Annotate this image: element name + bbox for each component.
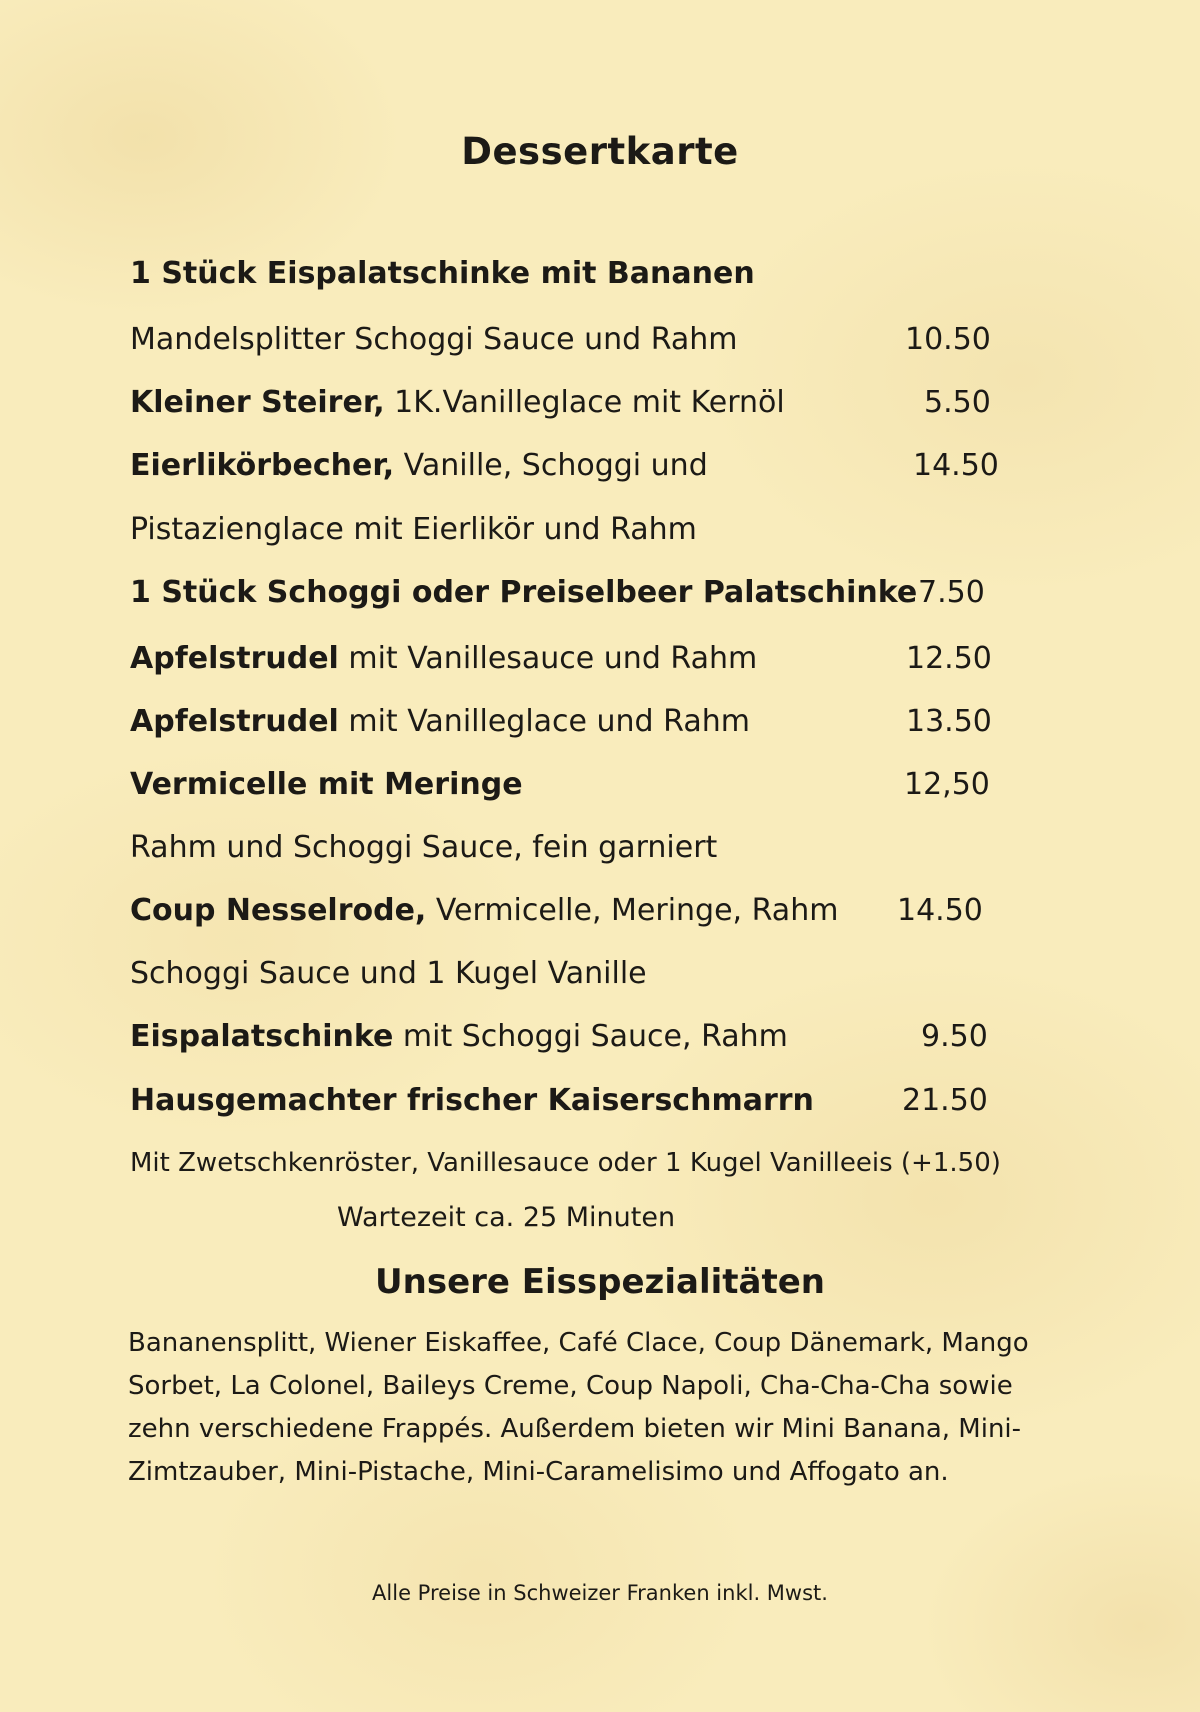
item-name: Eispalatschinke: [130, 1019, 394, 1054]
wait-time-note: Wartezeit ca. 25 Minuten: [337, 1202, 676, 1233]
item-name: Coup Nesselrode,: [130, 893, 427, 928]
menu-item-row: [130, 954, 647, 994]
item-name: Kleiner Steirer,: [130, 385, 385, 420]
item-description: Rahm und Schoggi Sauce, fein garniert: [130, 830, 718, 865]
item-price: 10.50: [905, 322, 991, 357]
menu-item-row: [130, 254, 755, 294]
kaiserschmarrn-note: Mit Zwetschkenröster, Vanillesauce oder 1 Kugel Vanilleeis (+1.50): [130, 1148, 1001, 1178]
menu-item-row: [130, 510, 697, 550]
item-description: Pistazienglace mit Eierlikör und Rahm: [130, 512, 697, 547]
item-description: Schoggi Sauce und 1 Kugel Vanille: [130, 956, 647, 991]
item-price: 12,50: [904, 767, 990, 802]
item-name: 1 Stück Eispalatschinke mit Bananen: [130, 256, 755, 291]
item-name: Vermicelle mit Meringe: [130, 767, 523, 802]
specials-line: Bananensplitt, Wiener Eiskaffee, Café Clace, Coup Dänemark, Mango: [128, 1328, 1029, 1358]
specials-line: zehn verschiedene Frappés. Außerdem bieten wir Mini Banana, Mini-: [128, 1414, 1022, 1444]
menu-item-row: [130, 1081, 814, 1121]
item-name: 1 Stück Schoggi oder Preiselbeer Palatschinke: [130, 575, 918, 610]
item-name: Apfelstrudel: [130, 641, 339, 676]
menu-item-row: [130, 891, 838, 931]
item-description: Vermicelle, Meringe, Rahm: [426, 893, 839, 928]
item-name: Hausgemachter frischer Kaiserschmarrn: [130, 1083, 814, 1118]
menu-item-row: [130, 573, 917, 613]
price-footer-note: Alle Preise in Schweizer Franken inkl. Mwst.: [372, 1581, 828, 1605]
specials-line: Sorbet, La Colonel, Baileys Creme, Coup Napoli, Cha-Cha-Cha sowie: [128, 1371, 1013, 1401]
item-name: Eierlikörbecher,: [130, 448, 395, 483]
menu-item-row: [130, 765, 523, 805]
menu-item-row: [130, 1017, 788, 1057]
page-title: Dessertkarte: [461, 130, 739, 173]
item-price: 5.50: [924, 385, 991, 420]
menu-item-row: [130, 702, 750, 742]
item-description: 1K.Vanilleglace mit Kernöl: [384, 385, 785, 420]
item-price: 7.50: [918, 575, 985, 610]
menu-item-row: [130, 383, 785, 423]
item-description: Vanille, Schoggi und: [394, 448, 708, 483]
item-description: mit Vanilleglace und Rahm: [338, 704, 750, 739]
menu-item-row: [130, 639, 757, 679]
item-price: 21.50: [902, 1083, 988, 1118]
item-price: 9.50: [921, 1019, 988, 1054]
item-description: mit Schoggi Sauce, Rahm: [393, 1019, 788, 1054]
item-price: 14.50: [913, 448, 999, 483]
specials-paragraph: [128, 1322, 1078, 1494]
menu-item-row: [130, 828, 717, 868]
specials-line: Zimtzauber, Mini-Pistache, Mini-Caramelisimo und Affogato an.: [128, 1457, 949, 1487]
item-description: Mandelsplitter Schoggi Sauce und Rahm: [130, 322, 738, 357]
item-price: 14.50: [897, 893, 983, 928]
item-name: Apfelstrudel: [130, 704, 339, 739]
item-description: mit Vanillesauce und Rahm: [338, 641, 758, 676]
menu-item-row: [130, 320, 738, 360]
menu-item-row: [130, 446, 708, 486]
item-price: 13.50: [906, 704, 992, 739]
item-price: 12.50: [906, 641, 992, 676]
specials-title: Unsere Eisspezialitäten: [375, 1262, 825, 1302]
